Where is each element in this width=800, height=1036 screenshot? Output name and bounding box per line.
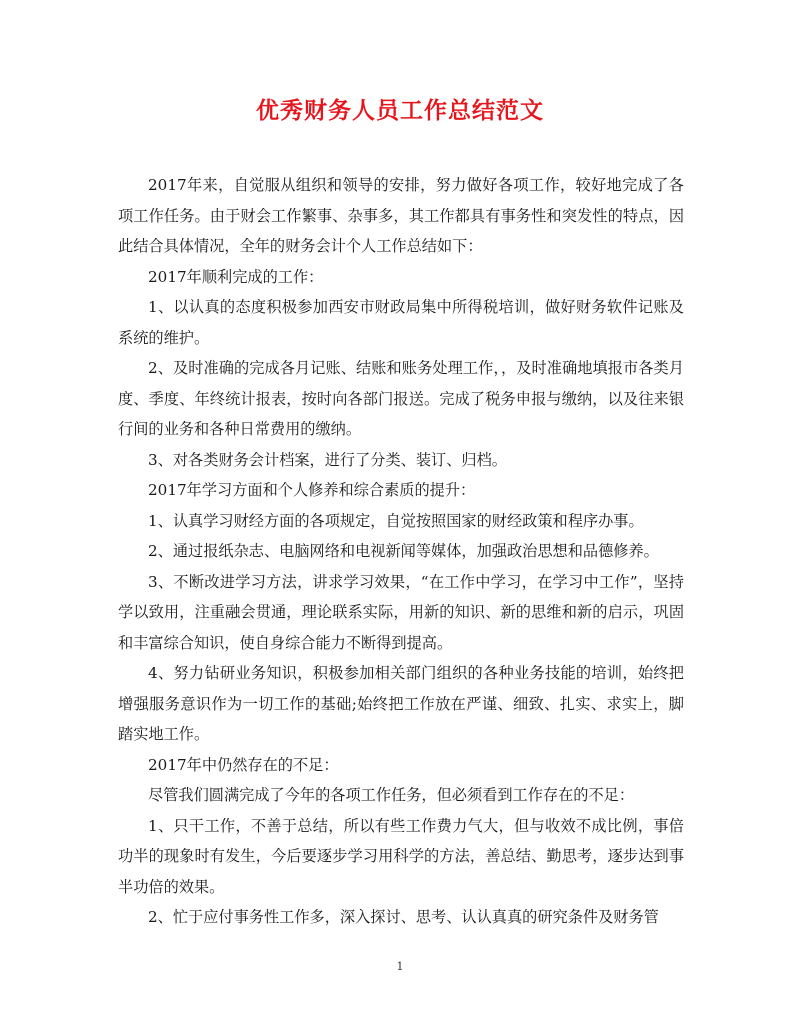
paragraph: 2、忙于应付事务性工作多，深入探讨、思考、认认真真的研究条件及财务管 <box>148 908 659 926</box>
paragraph: 2017年中仍然存在的不足： <box>148 755 339 774</box>
paragraph: 1、认真学习财经方面的各项规定，自觉按照国家的财经政策和程序办事。 <box>148 511 644 530</box>
paragraph: 3、对各类财务会计档案，进行了分类、装订、归档。 <box>148 450 507 469</box>
paragraph: 2017年来，自觉服从组织和领导的安排，努力做好各项工作，较好地完成了各项工作任务。由于财会工作繁事、杂事多，其工作都具有事务性和突发性的特点，因此结合具体情况，全年的财务会计个人工作总结如下： <box>118 176 684 255</box>
paragraph: 2、通过报纸杂志、电脑网络和电视新闻等媒体，加强政治思想和品德修养。 <box>148 542 659 560</box>
document-title: 优秀财务人员工作总结范文 <box>256 97 544 124</box>
paragraph: 2、及时准确的完成各月记账、结账和账务处理工作，，及时准确地填报市各类月度、季度、年终统计报表，按时向各部门报送。完成了税务申报与缴纳，以及往来银行间的业务和各种日常费用的缴纳。 <box>118 359 684 438</box>
paragraph: 2017年顺利完成的工作： <box>148 267 324 286</box>
paragraph: 1、以认真的态度积极参加西安市财政局集中所得税培训，做好财务软件记账及系统的维护。 <box>118 298 684 347</box>
page-number: 1 <box>396 960 404 973</box>
paragraph: 1、只干工作，不善于总结，所以有些工作费力气大，但与收效不成比例，事倍功半的现象时有发生，今后要逐步学习用科学的方法，善总结、勤思考，逐步达到事半功倍的效果。 <box>118 816 684 896</box>
paragraph: 4、努力钻研业务知识，积极参加相关部门组织的各种业务技能的培训，始终把增强服务意识作为一切工作的基础;始终把工作放在严谨、细致、扎实、求实上，脚踏实地工作。 <box>118 664 684 743</box>
document-body <box>118 170 684 933</box>
paragraph: 尽管我们圆满完成了今年的各项工作任务，但必须看到工作存在的不足： <box>148 786 634 804</box>
paragraph: 2017年学习方面和个人修养和综合素质的提升： <box>148 481 476 499</box>
paragraph: 3、不断改进学习方法，讲求学习效果，“在工作中学习，在学习中工作”，坚持学以致用，注重融会贯通，理论联系实际，用新的知识、新的思维和新的启示，巩固和丰富综合知识，使自身综合能力不断得到提高。 <box>118 572 684 652</box>
